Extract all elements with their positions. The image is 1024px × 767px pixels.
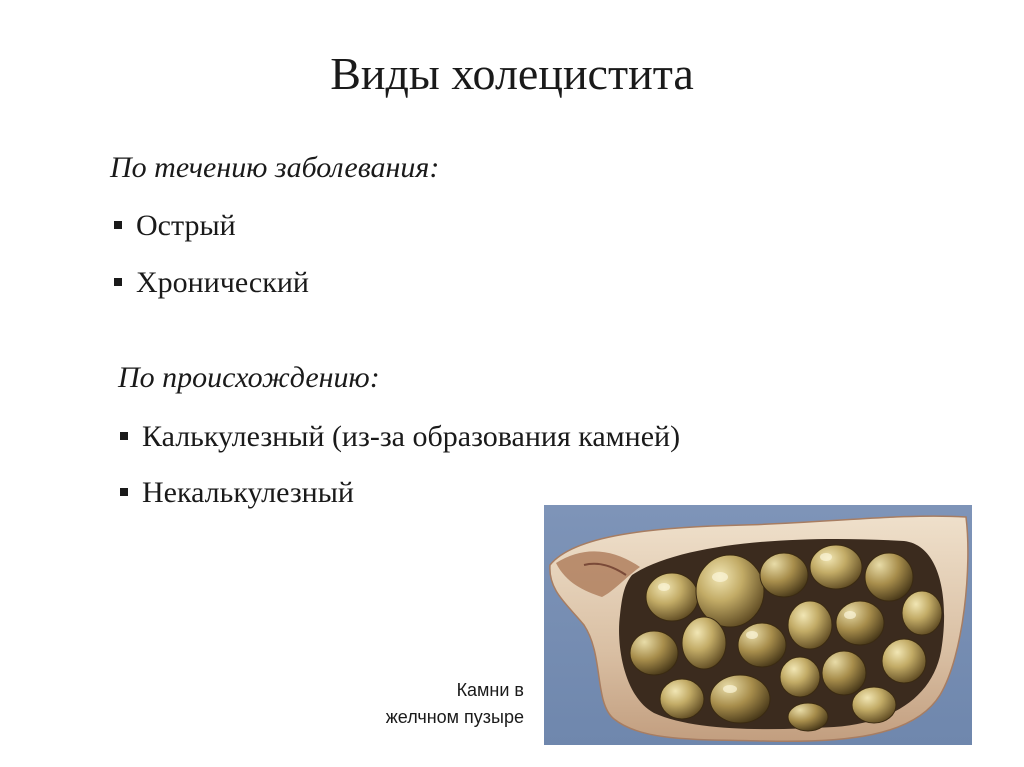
section-heading-origin: По происхождению: (118, 361, 380, 394)
list-item (114, 265, 309, 301)
list-item (114, 208, 236, 244)
photo-caption (386, 677, 524, 731)
list-item-label: Хронический (136, 266, 309, 299)
list-item-label: Острый (136, 209, 236, 242)
bullet-marker-icon (114, 221, 122, 229)
bullet-marker-icon (114, 278, 122, 286)
list-item (120, 475, 354, 511)
list-item (120, 419, 680, 455)
gallstones-photo (544, 505, 972, 745)
bullet-marker-icon (120, 432, 128, 440)
list-item-label: Некалькулезный (142, 476, 354, 509)
slide-title: Виды холецистита (330, 48, 694, 99)
bullet-marker-icon (120, 488, 128, 496)
section-heading-course: По течению заболевания: (110, 151, 440, 184)
caption-line: желчном пузыре (385, 707, 524, 727)
gallstones-icon (544, 505, 972, 745)
list-item-label: Калькулезный (из-за образования камней) (142, 420, 681, 453)
caption-line: Камни в (456, 680, 524, 700)
